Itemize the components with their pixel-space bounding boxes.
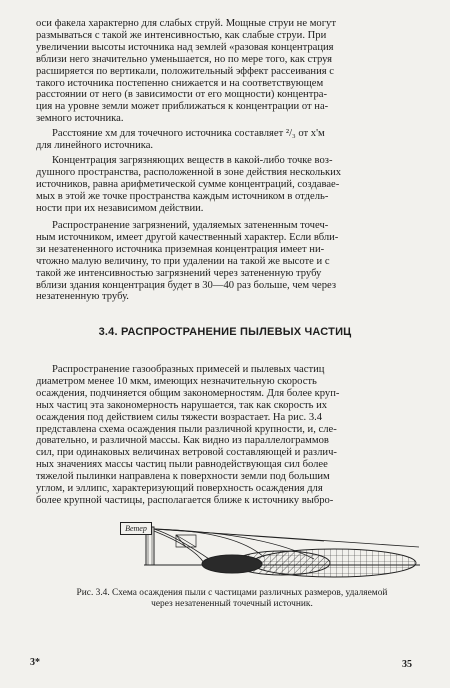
text-line: Распространение газообразных примесей и пылевых частиц [52, 364, 325, 375]
section-paragraph [36, 364, 412, 507]
figure-caption [56, 588, 408, 609]
caption-line: через незатененный точечный источник. [151, 598, 313, 609]
text-line: ция на уровне земли может приближаться к концентрации от на- [36, 101, 329, 113]
wind-label: Ветер [120, 522, 152, 535]
text-line: мых в этой же точке пространства каждым источником в отдель- [36, 190, 329, 202]
text-line: осаждения, подчиняется общим закономерностям. Для более круп- [36, 387, 340, 399]
text-line: чтожно малую величину, то при удалении на такой же высоте и с [36, 255, 330, 267]
text-line: для линейного источника. [36, 139, 154, 151]
deposition-ellipse-large-particles [202, 555, 262, 573]
text-line: такой же интенсивностью загрязнений через затененную трубу [36, 267, 322, 279]
paragraph-3 [36, 155, 412, 215]
force-parallelogram [176, 535, 196, 547]
text-line: источников, равна арифметической сумме концентраций, создавае- [36, 178, 340, 190]
text-line: ных частиц эта закономерность нарушается, так как скорость их [36, 399, 328, 411]
text-line: Распространение загрязнений, удаляемых затененным точеч- [52, 220, 329, 231]
text-line: расширяется по вертикали, положительный эффект рассеивания с [36, 65, 334, 77]
text-line: ности при их независимом действии. [36, 202, 204, 214]
text-line: диаметром менее 10 мкм, имеющих незначительную скорость [36, 375, 317, 387]
text-line: тяжелой пылинки направлена к поверхности земли под большим [36, 471, 330, 483]
section-heading: 3.4. РАСПРОСТРАНЕНИЕ ПЫЛЕВЫХ ЧАСТИЦ [98, 326, 352, 338]
dust-deposition-diagram [114, 513, 422, 583]
text-line: оси факела характерно для слабых струй. Мощные струи не могут [36, 18, 336, 29]
text-line: довательно, и различной массы. Как видно из параллелограммов [36, 435, 329, 447]
caption-line: Рис. 3.4. Схема осаждения пыли с частицами различных размеров, удаляемой [76, 588, 388, 598]
text-line: ным источником, имеет другой качественный характер. Если вбли- [36, 231, 339, 243]
signature-mark: 3* [30, 657, 40, 668]
text-line: представлена схема осаждения пыли различной крупности, и, сле- [36, 423, 337, 435]
page-number: 35 [402, 659, 412, 670]
text-line: душного пространства, расположенной в зоне действия нескольких [36, 166, 342, 178]
text-line: незатененную трубу. [36, 291, 129, 303]
text-line: расстоянии от него (в зависимости от его мощности) концентра- [36, 89, 328, 101]
text-line: зи незатененного источника приземная концентрация имеет ни- [36, 243, 325, 255]
text-line: ных значениях массы частиц пыли равнодействующая сил более [36, 459, 328, 471]
text-line: Расстояние xм для точечного источника составляет ²/₃ от x'м [52, 128, 325, 139]
text-line: земного источника. [36, 113, 124, 125]
text-line: такого источника постепенно снижается и на соответствующем [36, 77, 324, 89]
paragraph-2 [36, 128, 412, 152]
text-line: вблизи него значительно уменьшается, но по мере того, как струя [36, 53, 333, 65]
paragraph-4 [36, 220, 412, 303]
text-line: Концентрация загрязняющих веществ в какой-либо точке воз- [52, 155, 333, 166]
paragraph-1 [36, 18, 412, 125]
text-line: увеличении высоты источника над землей «разовая концентрация [36, 41, 334, 53]
text-line: размываться с такой же интенсивностью, как слабые струи. При [36, 29, 327, 41]
text-line: углом, и эллипс, характеризующий поверхность осаждения для [36, 483, 323, 495]
text-line: более крупной частицы, располагается ближе к источнику выбро- [36, 494, 334, 506]
text-line: вблизи здания концентрация будет в 30—40 раз больше, чем через [36, 279, 337, 291]
text-line: сил, при одинаковых величинах ветровой составляющей и различ- [36, 447, 337, 459]
text-line: осаждения под действием силы тяжести возрастает. На рис. 3.4 [36, 411, 323, 423]
